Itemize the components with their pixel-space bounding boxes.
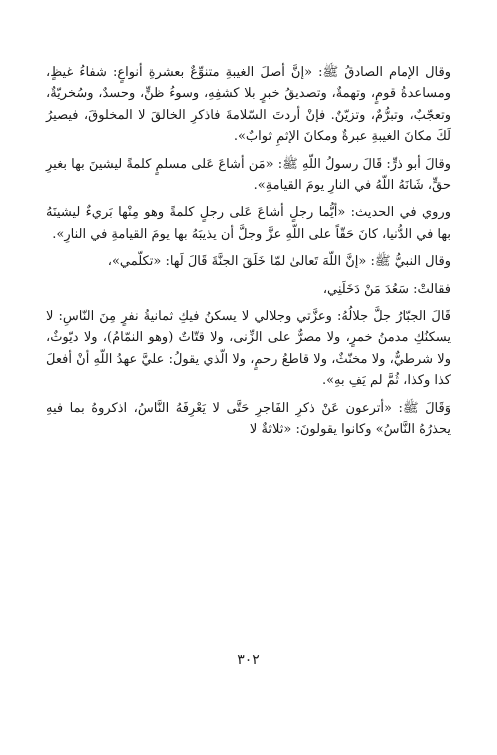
paragraph: قَالَ الجبّارُ جلَّ جلالُهُ: وعزَّتي وجلالي لا يسكنُ فيكِ ثمانيةُ نفرٍ مِنَ النّاسِ: لا يسكنُكِ مدمنُ خمرٍ، ولا مصرٌّ على الزِّنى، ولا قتّاتٌ (وهو النمّامُ)، ولا ديّوثٌ، ولا شرطيٌّ، ولا مخنّثٌ، ولا قاطعُ رحمٍ، ولا الّذي يقولُ: عليَّ عهدُ اللّهِ أنْ أفعلَ كذا وكذا، ثُمَّ لم يَفِ بهِ». [46, 309, 451, 389]
paragraph: وروي في الحديث: «أيُّما رجلٍ أشاعَ عَلى رجلٍ كلمةً وهو مِنْها بَريءٌ ليشينَهُ بها في الدُّنيا، كانَ حَقّاً على اللّهِ عزَّ وجلَّ أن يذيبَهُ بها يومَ القيامةِ في النارِ». [46, 205, 451, 242]
page-body [46, 62, 451, 447]
paragraph: وقالَ أبو ذرٍّ: قَالَ رسولُ اللّهِ ﷺ: «مَن أشاعَ عَلى مسلمٍ كلمةً ليشينَ بها بغيرِ حقٍّ، شَانَهُ اللّهُ في النارِ يومَ القيامةِ». [46, 156, 451, 194]
paragraph: وقال الإمام الصادقُ ﷺ: «إنَّ أصلَ الغيبةِ متنوِّعٌ بعشرةِ أنواعٍ: شفاءُ غيظٍ، ومساعدةُ قومٍ، وتهمةٌ، وتصديقُ خبرٍ بلا كشفِهِ، وسوءُ ظنٍّ، وحسدٌ، وسُخريّةٌ، وتعجّبٌ، وتبرُّمٌ، وتزيّنٌ. فإنْ أردتَ السّلامةَ فاذكرِ الخالقَ لا المخلوقَ، فيصيرُ لَكَ مكانَ الغيبةِ عبرةٌ ومكانَ الإثمِ ثوابٌ». [46, 65, 451, 145]
paragraph: وقال النبيُّ ﷺ: «إنَّ اللّهَ تَعالىٰ لمّا خَلَقَ الجنَّةَ قَالَ لَها: «تكلّمي»، [107, 254, 451, 270]
page-number: ٣٠٢ [237, 652, 260, 668]
paragraph: فقالتْ: سَعُدَ مَنْ دَخَلَنِي، [322, 281, 451, 297]
paragraph: وَقَالَ ﷺ: «أترعون عَنْ ذكرِ الفَاجرِ حَتَّى لا يَعْرِفَهُ النَّاسُ، اذكروهُ بما فيهِ يحذرُهُ النَّاسُ» وكانوا يقولونَ: «ثلاثةٌ لا [46, 400, 451, 438]
